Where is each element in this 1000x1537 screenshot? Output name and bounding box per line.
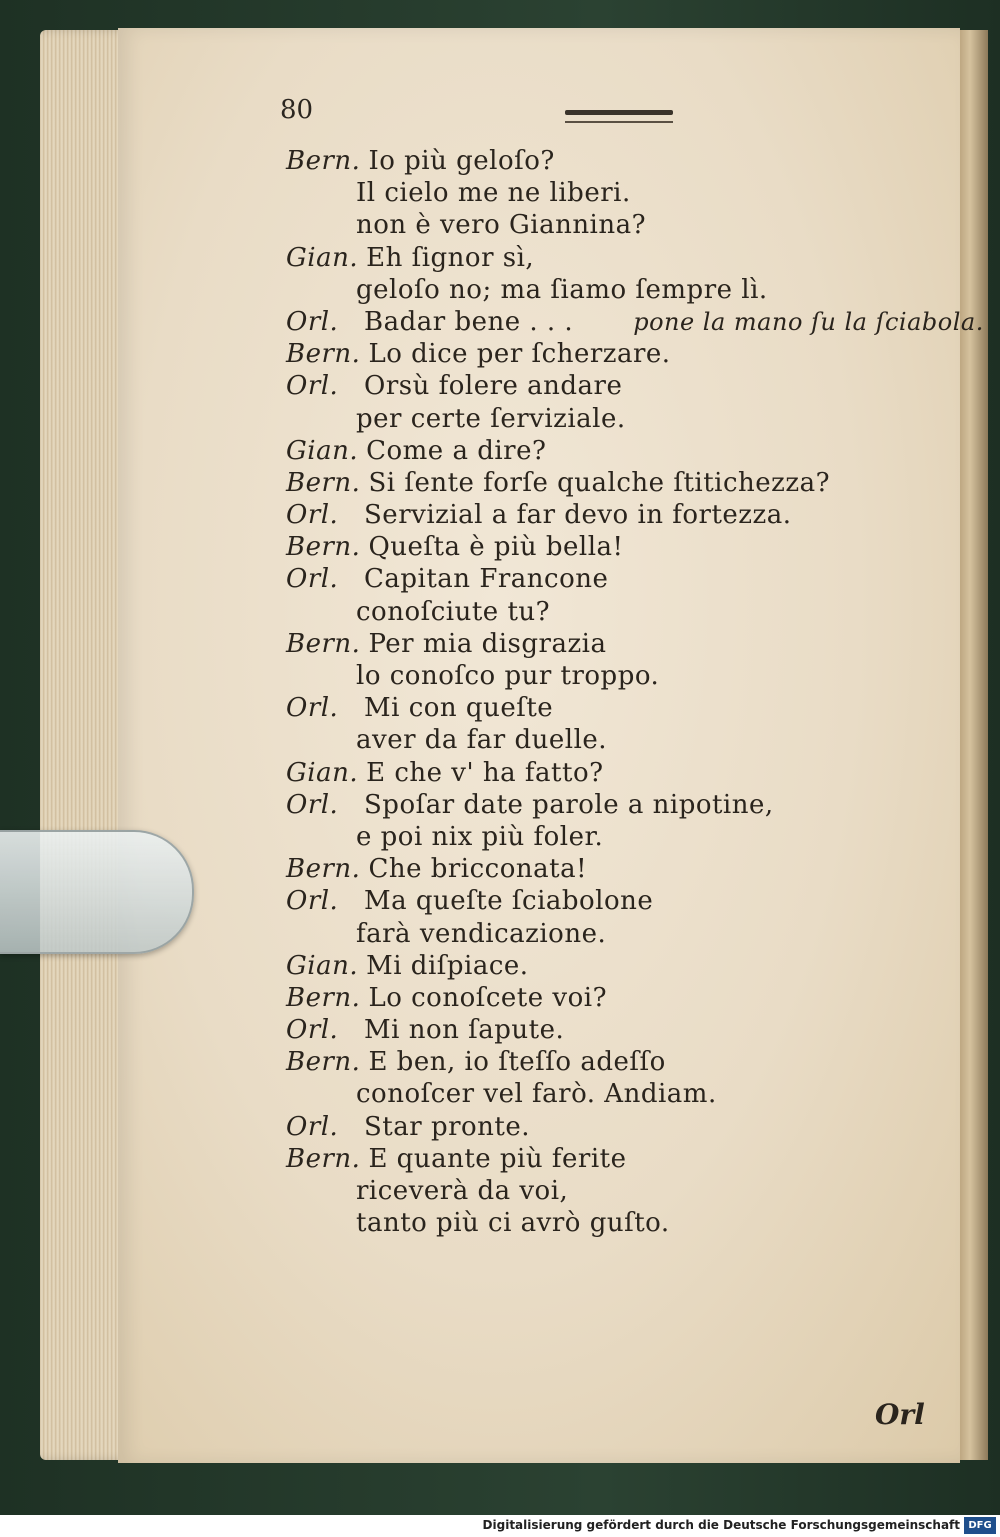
- dialogue-text-line: tanto più ci avrò guſto.: [356, 1208, 670, 1239]
- footer-credit: Digitalisierung gefördert durch die Deutsche Forschungsgemeinschaft: [482, 1518, 960, 1532]
- dialogue-line: [286, 692, 966, 724]
- dialogue-line: [286, 1175, 966, 1207]
- dialogue-line: [286, 403, 966, 435]
- speaker-name: Bern.: [286, 339, 361, 370]
- speaker-name: Bern.: [286, 467, 361, 498]
- dialogue-text-line: Capitan Francone: [364, 564, 609, 595]
- dialogue-line: [286, 628, 966, 660]
- speaker-name: Orl.: [286, 1111, 339, 1142]
- speaker-name: Gian.: [286, 435, 359, 466]
- dialogue-text-line: E che v' ha fatto?: [366, 757, 604, 788]
- dialogue-text-line: conoſciute tu?: [356, 596, 551, 627]
- dialogue-line: [286, 370, 966, 402]
- dialogue-line: [286, 789, 966, 821]
- dialogue-text-line: Eh ſignor sì,: [366, 242, 535, 273]
- dialogue-line: [286, 209, 966, 241]
- dialogue-text-line: per certe ſerviziale.: [356, 403, 626, 434]
- dialogue-line: [286, 757, 966, 789]
- dialogue-text-line: Mi con queſte: [364, 693, 554, 724]
- dialogue-text-line: Queſta è più bella!: [368, 532, 624, 563]
- dialogue-line: [286, 1014, 966, 1046]
- speaker-name: Orl.: [286, 886, 339, 917]
- dialogue-text-line: Mi diſpiace.: [366, 950, 529, 981]
- dialogue-text-line: e poi nix più foler.: [356, 821, 604, 852]
- dialogue-text-line: conoſcer vel farò. Andiam.: [356, 1079, 717, 1110]
- dialogue-line: [286, 1078, 966, 1110]
- dialogue-text-line: geloſo no; ma ſiamo ſempre lì.: [356, 274, 768, 305]
- page-number: 80: [280, 95, 314, 125]
- dialogue-line: [286, 435, 966, 467]
- dialogue-line: [286, 885, 966, 917]
- dialogue-line: [286, 982, 966, 1014]
- dialogue-line: [286, 853, 966, 885]
- speaker-name: Bern.: [286, 1047, 361, 1078]
- page-clip-handle[interactable]: [0, 830, 194, 954]
- dialogue-text-line: Spoſar date parole a nipotine,: [364, 789, 774, 820]
- dialogue-text-line: Badar bene . . .: [364, 306, 574, 337]
- dialogue-line: [286, 1111, 966, 1143]
- dialogue-line: [286, 1046, 966, 1078]
- dialogue-line: [286, 531, 966, 563]
- dialogue-text: [286, 145, 984, 1239]
- dialogue-line: [286, 145, 966, 177]
- dialogue-line: [286, 467, 966, 499]
- dialogue-text-line: Star pronte.: [364, 1111, 531, 1142]
- dialogue-line: [286, 242, 966, 274]
- speaker-name: Orl.: [286, 693, 339, 724]
- speaker-name: Bern.: [286, 982, 361, 1013]
- dialogue-text-line: Lo dice per ſcherzare.: [368, 339, 671, 370]
- dialogue-line: [286, 950, 966, 982]
- dialogue-text-line: Ma queſte ſciabolone: [364, 886, 654, 917]
- dialogue-text-line: lo conoſco pur troppo.: [356, 661, 660, 691]
- speaker-name: Orl.: [286, 564, 339, 595]
- dialogue-text-line: farà vendicazione.: [356, 918, 607, 949]
- dialogue-text-line: E quante più ferite: [368, 1143, 627, 1174]
- dialogue-line: [286, 177, 966, 209]
- dialogue-line: [286, 918, 966, 950]
- dialogue-line: [286, 274, 966, 306]
- dialogue-line: [286, 724, 966, 756]
- speaker-name: Bern.: [286, 628, 361, 659]
- dialogue-line: [286, 660, 966, 692]
- dialogue-text-line: riceverà da voi,: [356, 1176, 569, 1206]
- dialogue-text-line: Io più geloſo?: [368, 146, 555, 176]
- dialogue-line: [286, 596, 966, 628]
- speaker-name: Gian.: [286, 757, 359, 788]
- dialogue-text-line: Che bricconata!: [368, 854, 588, 885]
- speaker-name: Bern.: [286, 532, 361, 563]
- dialogue-line: [286, 499, 966, 531]
- speaker-name: Gian.: [286, 242, 359, 273]
- dialogue-text-line: non è vero Giannina?: [356, 210, 647, 241]
- speaker-name: Gian.: [286, 950, 359, 981]
- dialogue-line: [286, 306, 984, 338]
- speaker-name: Bern.: [286, 854, 361, 885]
- dialogue-line: [286, 338, 966, 370]
- dfg-logo: DFG: [964, 1517, 996, 1534]
- speaker-name: Orl.: [286, 500, 339, 531]
- dialogue-text-line: Servizial a far devo in fortezza.: [364, 500, 792, 531]
- speaker-name: Orl.: [286, 1015, 339, 1046]
- speaker-name: Orl.: [286, 789, 339, 820]
- dialogue-text-line: aver da far duelle.: [356, 725, 608, 756]
- dialogue-text-line: Lo conoſcete voi?: [368, 982, 608, 1013]
- stage-direction: pone la mano ſu la ſciabola.: [633, 307, 984, 336]
- speaker-name: Orl.: [286, 371, 339, 402]
- footer-bar: [0, 1515, 1000, 1537]
- header-rule: [565, 110, 673, 115]
- header-rule-thin: [565, 121, 673, 123]
- dialogue-text-line: Mi non ſapute.: [364, 1015, 565, 1046]
- speaker-name: Bern.: [286, 1143, 361, 1174]
- dialogue-text-line: Il cielo me ne liberi.: [356, 178, 631, 209]
- dialogue-text-line: Per mia disgrazia: [368, 628, 607, 659]
- catchword: Orl: [875, 1398, 925, 1431]
- dialogue-text-line: E ben, io ſteſſo adeſſo: [368, 1047, 666, 1078]
- dialogue-line: [286, 1207, 966, 1239]
- speaker-name: Bern.: [286, 146, 361, 176]
- dialogue-line: [286, 563, 966, 595]
- dialogue-line: [286, 821, 966, 853]
- dialogue-line: [286, 1143, 966, 1175]
- dialogue-text-line: Orsù folere andare: [364, 371, 623, 402]
- dialogue-text-line: Come a dire?: [366, 435, 547, 466]
- dialogue-text-line: Si ſente forſe qualche ſtitichezza?: [368, 467, 831, 498]
- speaker-name: Orl.: [286, 306, 339, 337]
